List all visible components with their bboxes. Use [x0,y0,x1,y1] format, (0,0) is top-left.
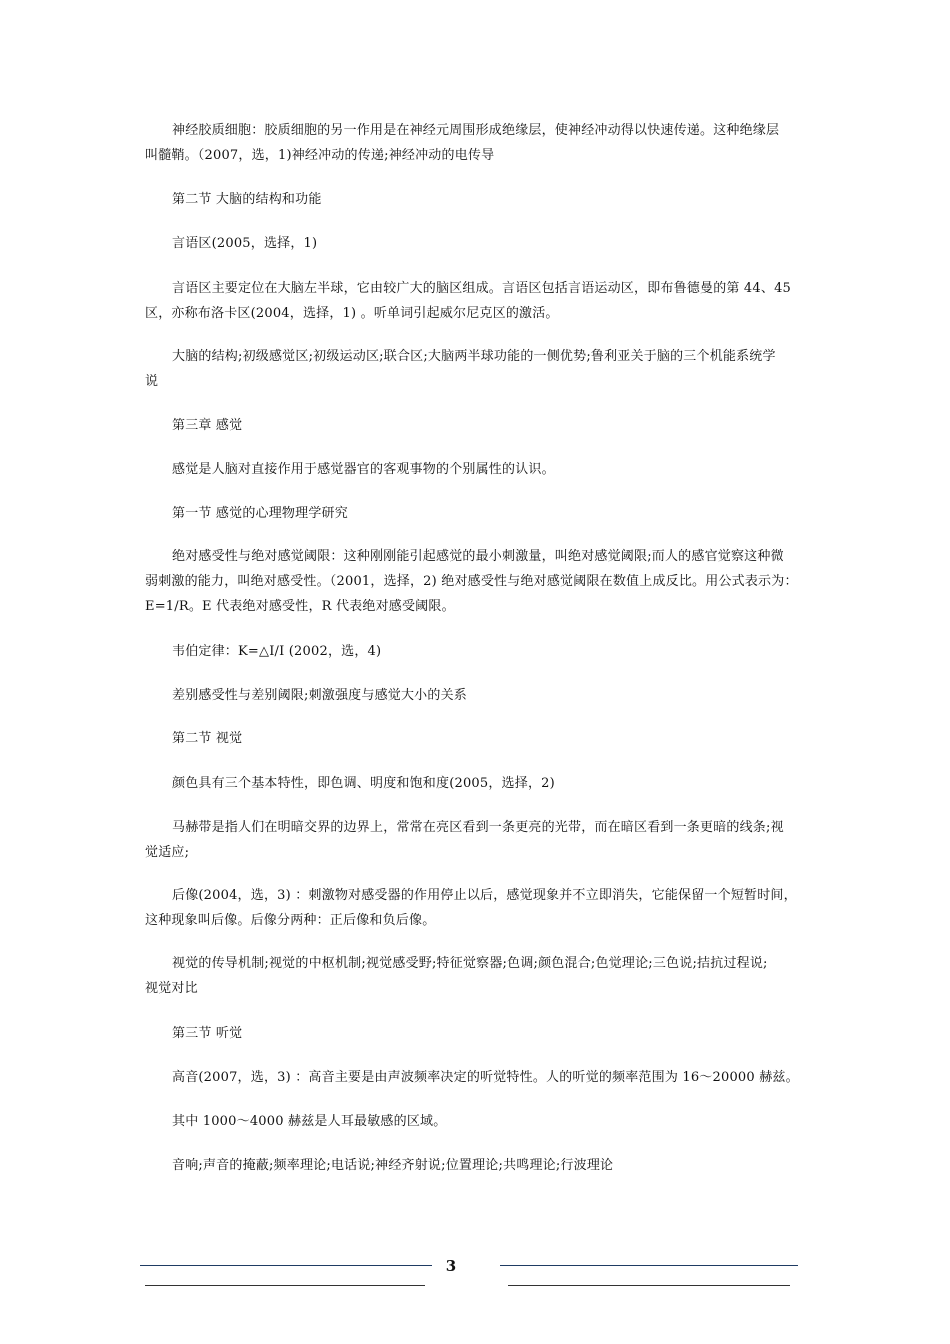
paragraph-line: 高音(2007，选，3) ：高音主要是由声波频率决定的听觉特性。人的听觉的频率范围为 16～20000 赫兹。 [172,1070,799,1085]
paragraph [145,1109,805,1134]
paragraph-line: 韦伯定律：K=△I/I (2002，选，4) [172,644,382,659]
paragraph [145,501,805,526]
paragraph-line: 言语区主要定位在大脑左半球，它由较广大的脑区组成。言语区包括言语运动区，即布鲁德曼的第 44、45 [172,281,792,296]
paragraph [145,544,805,619]
paragraph [145,413,805,438]
footer-rule-left-top [140,1265,432,1266]
paragraph [145,683,805,708]
paragraph-line: 第三章 感觉 [172,418,243,433]
paragraph-line: 第二节 视觉 [172,731,243,746]
footer-rule-right-bottom [508,1285,790,1286]
paragraph-line: 觉适应; [145,845,190,860]
paragraph-line: 视觉对比 [145,981,198,996]
paragraph [145,1065,805,1090]
paragraph [145,815,805,865]
paragraph [145,344,805,394]
paragraph [145,276,805,326]
paragraph-line: 第三节 听觉 [172,1026,243,1041]
paragraph [145,1153,805,1178]
paragraph [145,231,805,256]
footer-rule-left-bottom [145,1285,425,1286]
paragraph-line: 后像(2004，选，3) ：刺激物对感受器的作用停止以后，感觉现象并不立即消失，它能保留一个短暂时间， [172,888,797,903]
paragraph-line: 颜色具有三个基本特性，即色调、明度和饱和度(2005，选择，2) [172,776,555,791]
paragraph-line: 言语区(2005，选择，1) [172,236,318,251]
paragraph [145,639,805,664]
paragraph-line: 说 [145,374,159,389]
paragraph [145,118,805,168]
paragraph-line: 第二节 大脑的结构和功能 [172,192,322,207]
paragraph-line: 马赫带是指人们在明暗交界的边界上，常常在亮区看到一条更亮的光带，而在暗区看到一条更暗的线条;视 [172,820,784,835]
paragraph-line: 这种现象叫后像。后像分两种：正后像和负后像。 [145,913,436,928]
paragraph-line: 区，亦称布洛卡区(2004，选择，1) 。听单词引起威尔尼克区的激活。 [145,306,559,321]
footer-rule-right-top [500,1265,798,1266]
paragraph-line: 弱刺激的能力，叫绝对感受性。（2001，选择，2) 绝对感受性与绝对感觉阈限在数值上成反比。用公式表示为： [145,574,798,589]
paragraph [145,187,805,212]
paragraph-line: 叫髓鞘。（2007，选，1)神经冲动的传递;神经冲动的电传导 [145,148,495,163]
paragraph-line: 大脑的结构;初级感觉区;初级运动区;联合区;大脑两半球功能的一侧优势;鲁利亚关于脑的三个机能系统学 [172,349,776,364]
paragraph [145,1021,805,1046]
paragraph [145,771,805,796]
paragraph-line: 感觉是人脑对直接作用于感觉器官的客观事物的个别属性的认识。 [172,462,555,477]
page-number: 3 [445,1257,457,1275]
paragraph-line: 视觉的传导机制;视觉的中枢机制;视觉感受野;特征觉察器;色调;颜色混合;色觉理论;三色说;拮抗过程说; [172,956,768,971]
paragraph [145,457,805,482]
paragraph-line: 音响;声音的掩蔽;频率理论;电话说;神经齐射说;位置理论;共鸣理论;行波理论 [172,1158,614,1173]
paragraph [145,883,805,933]
paragraph [145,726,805,751]
paragraph-line: 其中 1000～4000 赫兹是人耳最敏感的区域。 [172,1114,447,1129]
paragraph-line: 差别感受性与差别阈限;刺激强度与感觉大小的关系 [172,688,467,703]
paragraph-line: 绝对感受性与绝对感觉阈限：这种刚刚能引起感觉的最小刺激量，叫绝对感觉阈限;而人的感官觉察这种微 [172,549,784,564]
paragraph-line: 神经胶质细胞：胶质细胞的另一作用是在神经元周围形成绝缘层，使神经冲动得以快速传递。这种绝缘层 [172,123,780,138]
paragraph [145,951,805,1001]
paragraph-line: E=1/R。E 代表绝对感受性，R 代表绝对感受阈限。 [145,599,455,614]
paragraph-line: 第一节 感觉的心理物理学研究 [172,506,348,521]
